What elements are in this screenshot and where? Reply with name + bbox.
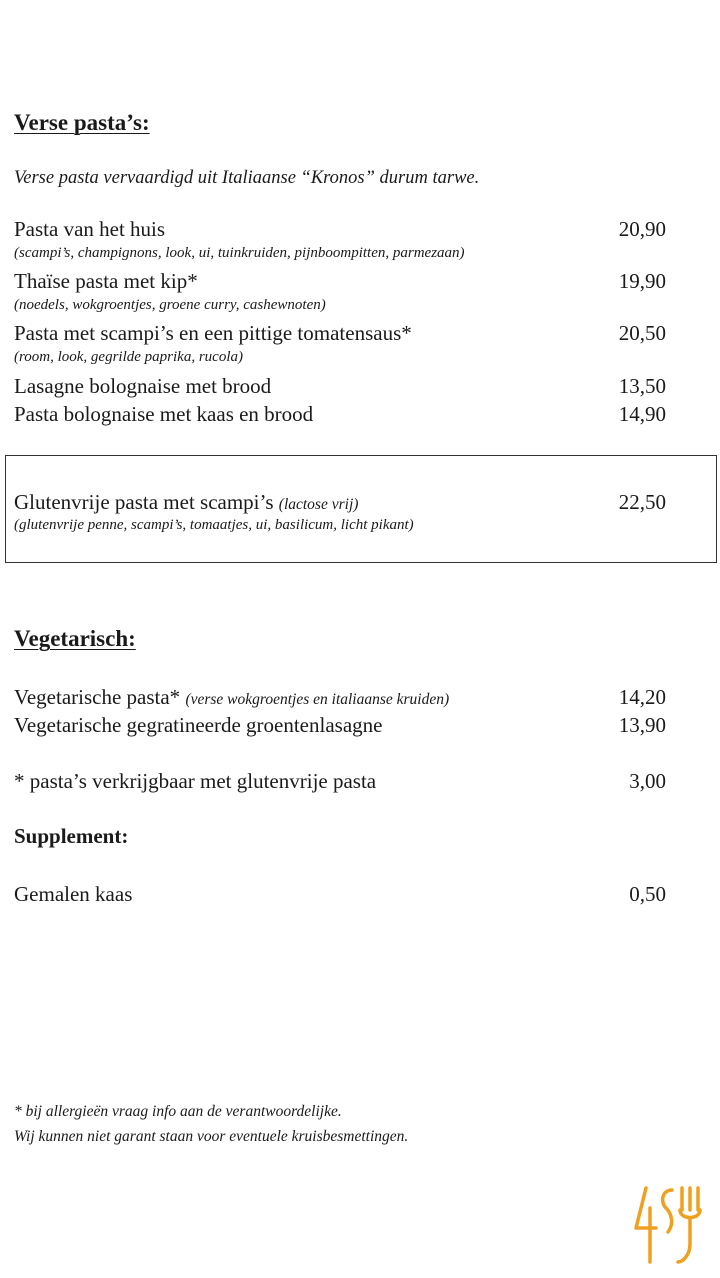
menu-item-gemalen-kaas xyxy=(14,881,666,907)
item-price: 22,50 xyxy=(618,490,666,514)
menu-item-pasta-scampi-tomatensaus xyxy=(14,320,666,346)
fork-logo-icon xyxy=(632,1184,702,1266)
item-inline-note: (verse wokgroentjes en italiaanse kruiden) xyxy=(185,691,450,708)
item-name: Pasta bolognaise met kaas en brood xyxy=(14,402,314,426)
item-price: 13,90 xyxy=(618,713,666,737)
item-description: (glutenvrije penne, scampi’s, tomaatjes, ui, basilicum, licht pikant) xyxy=(14,517,414,533)
allergy-footnote: * bij allergieën vraag info aan de verantwoordelijke. xyxy=(14,1103,342,1120)
item-name: Pasta met scampi’s en een pittige tomatensaus* xyxy=(14,321,412,345)
menu-item-vegetarische-pasta xyxy=(14,684,666,713)
item-description: (noedels, wokgroentjes, groene curry, cashewnoten) xyxy=(14,297,326,313)
cross-contamination-footnote: Wij kunnen niet garant staan voor eventuele kruisbesmettingen. xyxy=(14,1128,409,1145)
item-name: Pasta van het huis xyxy=(14,217,166,241)
item-name-group xyxy=(14,684,449,713)
item-name: Glutenvrije pasta met scampi’s xyxy=(14,490,274,514)
section-intro: Verse pasta vervaardigd uit Italiaanse “Kronos” durum tarwe. xyxy=(14,168,480,188)
item-name-group xyxy=(14,489,358,518)
item-price: 20,90 xyxy=(618,217,666,241)
menu-item-groentenlasagne xyxy=(14,712,666,738)
item-price: 13,50 xyxy=(618,374,666,398)
item-name: Gemalen kaas xyxy=(14,882,133,906)
item-description: (scampi’s, champignons, look, ui, tuinkruiden, pijnboompitten, parmezaan) xyxy=(14,245,465,261)
section-heading-vegetarisch: Vegetarisch: xyxy=(14,626,136,651)
menu-item-lasagne-bolognaise xyxy=(14,373,666,399)
item-price: 3,00 xyxy=(629,769,666,793)
section-heading-verse-pasta: Verse pasta’s: xyxy=(14,110,150,135)
item-price: 20,50 xyxy=(618,321,666,345)
item-price: 0,50 xyxy=(629,882,666,906)
item-name: Vegetarische gegratineerde groentenlasagne xyxy=(14,713,383,737)
item-description: (room, look, gegrilde paprika, rucola) xyxy=(14,349,243,365)
item-name: * pasta’s verkrijgbaar met glutenvrije pasta xyxy=(14,769,377,793)
menu-item-pasta-van-het-huis xyxy=(14,216,666,242)
item-name: Lasagne bolognaise met brood xyxy=(14,374,272,398)
section-heading-supplement: Supplement: xyxy=(14,824,129,848)
item-name: Thaïse pasta met kip* xyxy=(14,269,198,293)
menu-item-thaise-pasta xyxy=(14,268,666,294)
item-price: 14,20 xyxy=(618,685,666,709)
item-price: 19,90 xyxy=(618,269,666,293)
item-price: 14,90 xyxy=(618,402,666,426)
menu-item-pasta-bolognaise xyxy=(14,401,666,427)
item-inline-note: (lactose vrij) xyxy=(278,496,359,513)
glutenfree-option-note xyxy=(14,768,666,794)
item-name: Vegetarische pasta* xyxy=(14,685,181,709)
menu-item-glutenvrije-pasta xyxy=(14,489,666,518)
